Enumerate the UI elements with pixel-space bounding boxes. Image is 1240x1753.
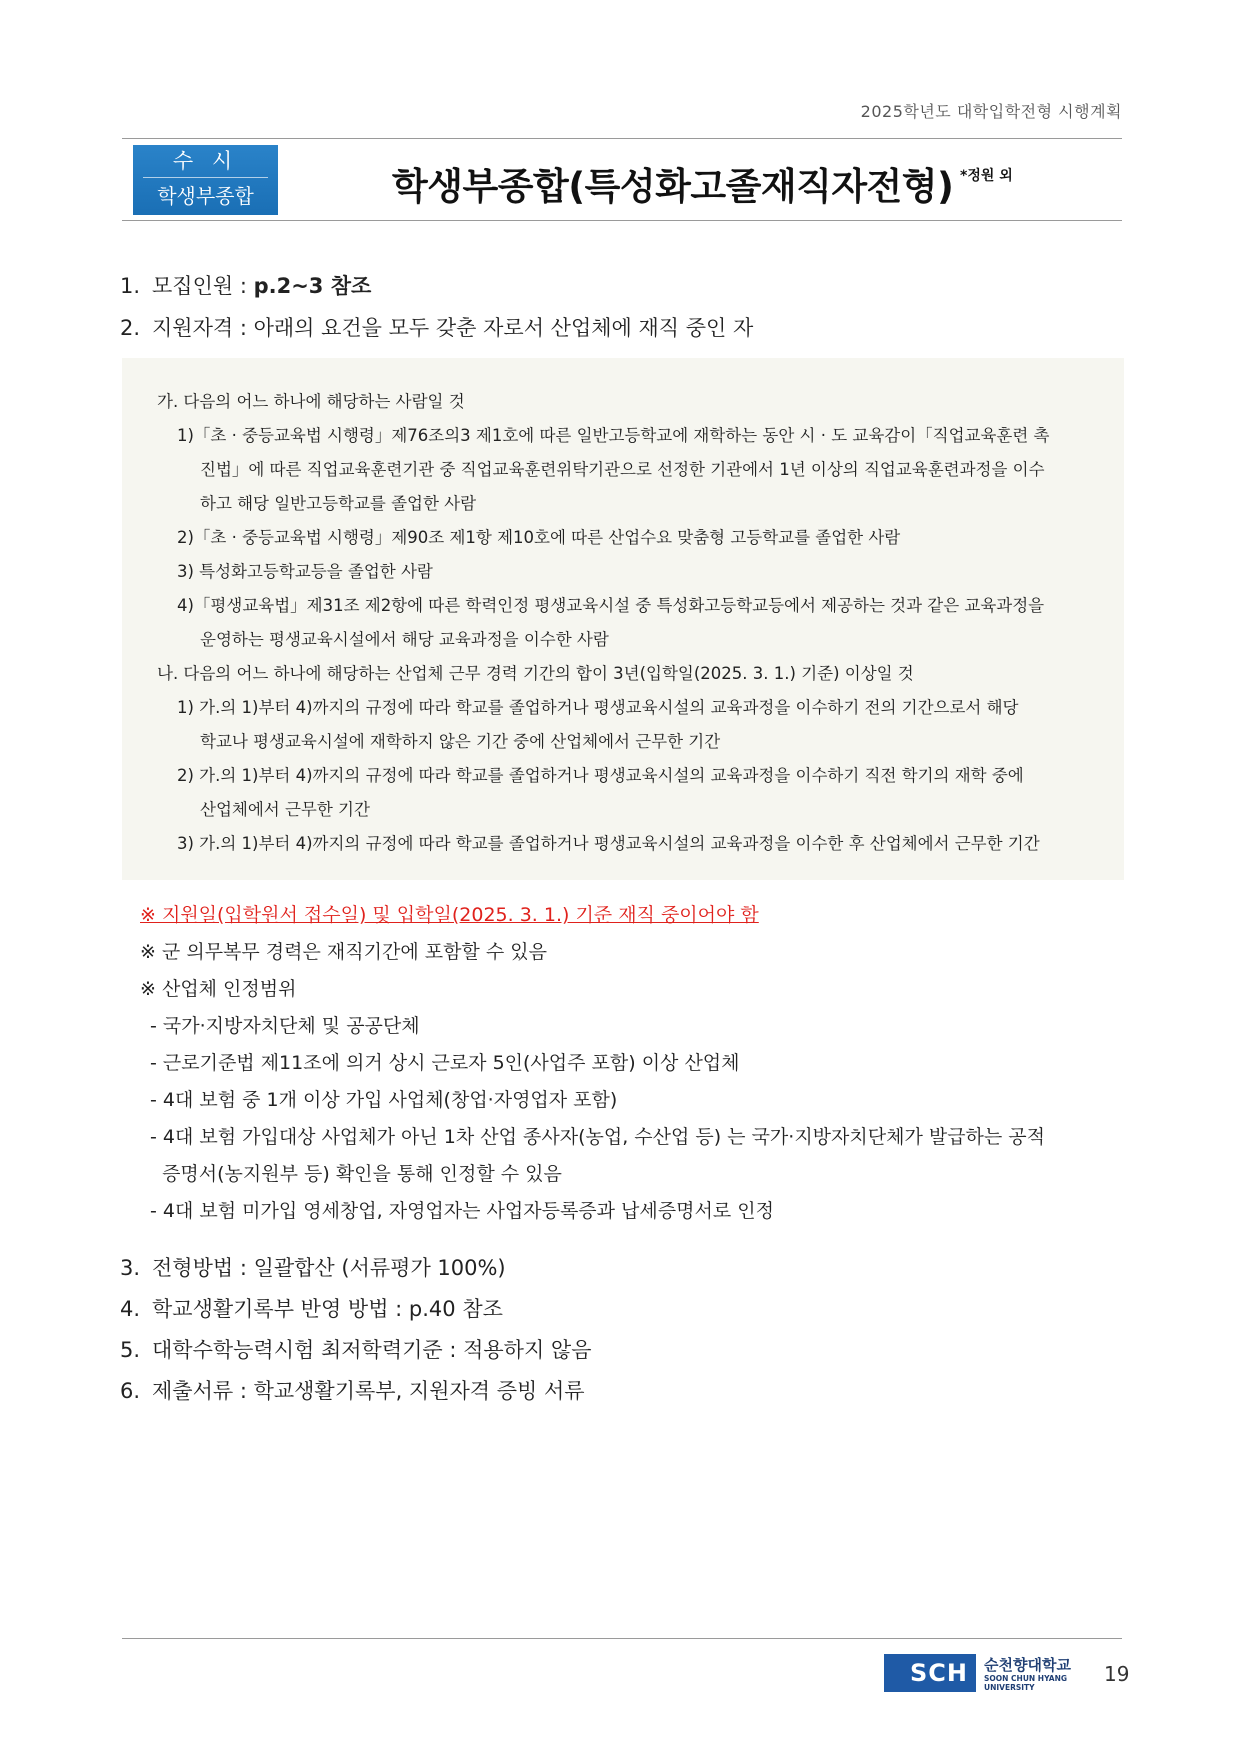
industry-range-item: - 4대 보험 가입대상 사업체가 아닌 1차 산업 종사자(농업, 수산업 등) 는 국가·지방자치단체가 발급하는 공적 [150, 1126, 1046, 1148]
item-number: 6. [120, 1379, 141, 1403]
university-name-en-line1: SOON CHUN HYANG [984, 1674, 1068, 1683]
box-line: 하고 해당 일반고등학교를 졸업한 사람 [200, 494, 477, 513]
box-line: 1) 가.의 1)부터 4)까지의 규정에 따라 학교를 졸업하거나 평생교육시설의 교육과정을 이수하기 전의 기간으로서 해당 [177, 698, 1019, 717]
item-number: 5. [120, 1338, 141, 1362]
box-line: 학교나 평생교육시설에 재학하지 않은 기간 중에 산업체에서 근무한 기간 [200, 732, 721, 751]
box-line: 산업체에서 근무한 기간 [200, 800, 370, 819]
item-text: 전형방법 : 일괄합산 (서류평가 100%) [152, 1256, 506, 1280]
title-rule [122, 220, 1122, 221]
page-number: 19 [1104, 1662, 1130, 1686]
item-number: 1. [120, 274, 141, 298]
item-number: 2. [120, 316, 141, 340]
industry-range-item: - 4대 보험 미가입 영세창업, 자영업자는 사업자등록증과 납세증명서로 인정 [150, 1200, 774, 1222]
category-badge [133, 145, 278, 215]
sch-logo-mark: SCH [884, 1654, 976, 1692]
page-title: 학생부종합(특성화고졸재직자전형) [392, 165, 954, 208]
item-value: p.2~3 참조 [253, 274, 372, 298]
box-line: 2) 가.의 1)부터 4)까지의 규정에 따라 학교를 졸업하거나 평생교육시설의 교육과정을 이수하기 직전 학기의 재학 중에 [177, 766, 1024, 785]
employment-requirement-note: ※ 지원일(입학원서 접수일) 및 입학일(2025. 3. 1.) 기준 재직 중이어야 함 [140, 904, 759, 926]
item-csat-minimum [120, 1334, 592, 1364]
title-note: *정원 외 [960, 168, 1013, 184]
box-line: 나. 다음의 어느 하나에 해당하는 산업체 근무 경력 기간의 합이 3년(입학일(2025. 3. 1.) 기준) 이상일 것 [157, 664, 914, 683]
item-recruitment [120, 270, 371, 300]
header-rule [122, 138, 1122, 139]
item-text: 학교생활기록부 반영 방법 : p.40 참조 [152, 1297, 503, 1321]
item-text: 대학수학능력시험 최저학력기준 : 적용하지 않음 [152, 1338, 592, 1362]
badge-line2: 학생부종합 [157, 184, 254, 208]
industry-range-item: - 근로기준법 제11조에 의거 상시 근로자 5인(사업주 포함) 이상 산업체 [150, 1052, 740, 1074]
badge-line1: 수 시 [172, 149, 239, 173]
item-text: 제출서류 : 학교생활기록부, 지원자격 증빙 서류 [152, 1379, 585, 1403]
item-selection-method [120, 1252, 506, 1282]
item-label: 모집인원 : [152, 274, 254, 298]
footer-rule [122, 1638, 1122, 1639]
military-service-note: ※ 군 의무복무 경력은 재직기간에 포함할 수 있음 [140, 941, 547, 963]
box-line: 운영하는 평생교육시설에서 해당 교육과정을 이수한 사람 [200, 630, 609, 649]
eligibility-box [122, 358, 1124, 880]
item-number: 4. [120, 1297, 141, 1321]
university-logo [884, 1654, 1084, 1692]
document-header-title: 2025학년도 대학입학전형 시행계획 [860, 102, 1122, 121]
industry-range-item: 증명서(농지원부 등) 확인을 통해 인정할 수 있음 [150, 1163, 562, 1185]
item-eligibility [120, 312, 753, 342]
industry-range-item: - 4대 보험 중 1개 이상 가입 사업체(창업·자영업자 포함) [150, 1089, 618, 1111]
item-number: 3. [120, 1256, 141, 1280]
university-name-kor: 순천향대학교 [984, 1656, 1071, 1674]
box-line: 가. 다음의 어느 하나에 해당하는 사람일 것 [157, 392, 465, 411]
box-line: 1)「초 · 중등교육법 시행령」제76조의3 제1호에 따른 일반고등학교에 재학하는 동안 시 · 도 교육감이「직업교육훈련 촉 [177, 426, 1050, 445]
industry-range-title: ※ 산업체 인정범위 [140, 978, 297, 1000]
box-line: 3) 특성화고등학교등을 졸업한 사람 [177, 562, 433, 581]
item-text: 지원자격 : 아래의 요건을 모두 갖춘 자로서 산업체에 재직 중인 자 [152, 316, 754, 340]
university-name-en-line2: UNIVERSITY [984, 1683, 1035, 1692]
industry-range-item: - 국가·지방자치단체 및 공공단체 [150, 1015, 420, 1037]
item-school-record [120, 1293, 503, 1323]
box-line: 2)「초 · 중등교육법 시행령」제90조 제1항 제10호에 따른 산업수요 맞춤형 고등학교를 졸업한 사람 [177, 528, 901, 547]
box-line: 진법」에 따른 직업교육훈련기관 중 직업교육훈련위탁기관으로 선정한 기관에서 1년 이상의 직업교육훈련과정을 이수 [200, 460, 1045, 479]
item-documents [120, 1375, 585, 1405]
box-line: 3) 가.의 1)부터 4)까지의 규정에 따라 학교를 졸업하거나 평생교육시설의 교육과정을 이수한 후 산업체에서 근무한 기간 [177, 834, 1040, 853]
box-line: 4)「평생교육법」제31조 제2항에 따른 학력인정 평생교육시설 중 특성화고등학교등에서 제공하는 것과 같은 교육과정을 [177, 596, 1045, 615]
